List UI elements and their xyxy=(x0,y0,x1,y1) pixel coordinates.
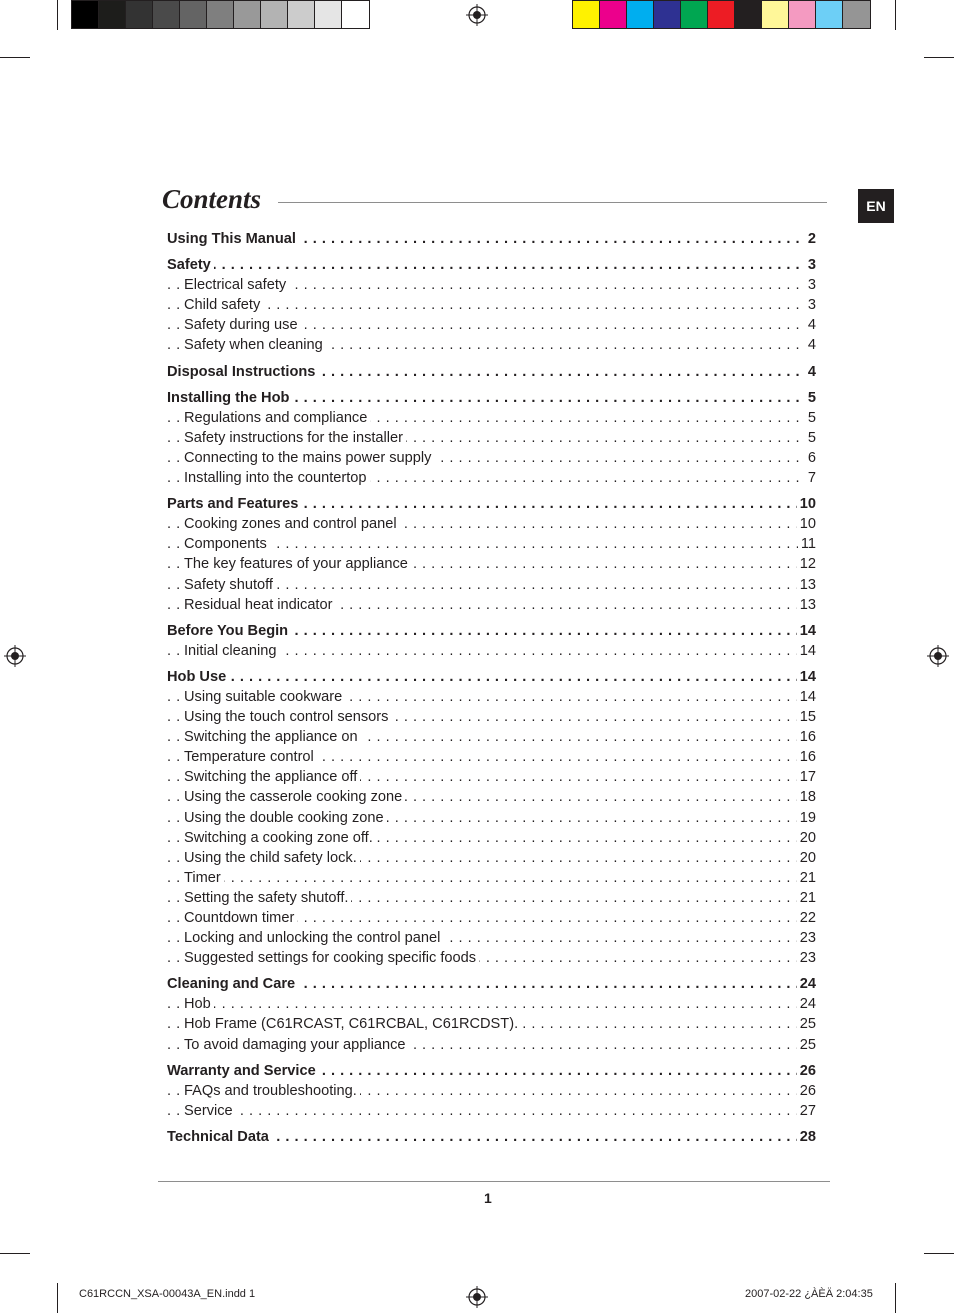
toc-entry-label: Hob xyxy=(184,996,214,1012)
toc-subentry[interactable] xyxy=(167,808,816,828)
toc-subentry[interactable] xyxy=(167,848,816,868)
toc-chapter-entry[interactable] xyxy=(167,388,816,408)
crop-mark xyxy=(57,0,58,30)
toc-page-number: 4 xyxy=(805,335,816,355)
toc-section xyxy=(167,1061,816,1121)
toc-section xyxy=(167,494,816,615)
toc-subentry[interactable] xyxy=(167,468,816,488)
toc-entry-label: Using the casserole cooking zone xyxy=(184,789,405,805)
toc-page-number: 5 xyxy=(805,408,816,428)
toc-entry-label: Safety when cleaning xyxy=(184,337,326,353)
slug-timestamp: 2007-02-22 ¿ÀÈÄ 2:04:35 xyxy=(745,1288,873,1300)
toc-page-number: 10 xyxy=(797,514,816,534)
toc-entry-label: Switching a cooking zone off. xyxy=(184,830,376,846)
toc-entry-label: Service xyxy=(184,1103,236,1119)
toc-entry-label: Using the child safety lock. xyxy=(184,850,360,866)
color-swatch xyxy=(315,1,342,28)
toc-entry-label: Locking and unlocking the control panel xyxy=(184,930,443,946)
page-title: Contents xyxy=(162,184,262,214)
toc-entry-label: Residual heat indicator xyxy=(184,597,335,613)
toc-entry-label: The key features of your appliance xyxy=(184,556,411,572)
toc-section xyxy=(167,621,816,661)
toc-subentry[interactable] xyxy=(167,428,816,448)
toc-page-number: 25 xyxy=(797,1035,816,1055)
toc-page-number: 5 xyxy=(805,388,816,408)
toc-subentry[interactable] xyxy=(167,888,816,908)
toc-chapter-entry[interactable] xyxy=(167,255,816,275)
toc-page-number: 18 xyxy=(797,787,816,807)
toc-entry-label: Safety instructions for the installer xyxy=(184,430,406,446)
toc-subentry[interactable] xyxy=(167,448,816,468)
registration-mark-icon xyxy=(466,4,488,26)
toc-subentry[interactable] xyxy=(167,554,816,574)
toc-subentry[interactable] xyxy=(167,908,816,928)
toc-page-number: 24 xyxy=(797,994,816,1014)
toc-page-number: 12 xyxy=(797,554,816,574)
toc-page-number: 14 xyxy=(797,667,816,687)
toc-page-number: 13 xyxy=(797,575,816,595)
toc-section xyxy=(167,229,816,249)
title-divider xyxy=(278,202,827,203)
toc-subentry[interactable] xyxy=(167,335,816,355)
toc-page-number: 23 xyxy=(797,948,816,968)
toc-entry-label: Parts and Features xyxy=(167,496,301,512)
toc-page-number: 13 xyxy=(797,595,816,615)
color-swatch xyxy=(234,1,261,28)
toc-page-number: 4 xyxy=(805,362,816,382)
toc-page-number: 20 xyxy=(797,848,816,868)
toc-entry-label: Safety during use xyxy=(184,317,301,333)
toc-entry-label: Countdown timer xyxy=(184,910,297,926)
color-swatch xyxy=(762,1,789,28)
toc-entry-label: Cleaning and Care xyxy=(167,976,298,992)
toc-page-number: 21 xyxy=(797,888,816,908)
toc-page-number: 20 xyxy=(797,828,816,848)
toc-entry-label: Technical Data xyxy=(167,1129,272,1145)
toc-entry-label: To avoid damaging your appliance xyxy=(184,1037,409,1053)
toc-entry-label: Safety shutoff xyxy=(184,577,276,593)
toc-page-number: 25 xyxy=(797,1014,816,1034)
toc-entry-label: Regulations and compliance xyxy=(184,410,370,426)
color-swatch xyxy=(654,1,681,28)
toc-subentry[interactable] xyxy=(167,295,816,315)
toc-chapter-entry[interactable] xyxy=(167,1127,816,1147)
toc-subentry[interactable] xyxy=(167,687,816,707)
color-swatch xyxy=(126,1,153,28)
toc-page-number: 28 xyxy=(797,1127,816,1147)
toc-subentry[interactable] xyxy=(167,1101,816,1121)
toc-page-number: 3 xyxy=(805,255,816,275)
toc-chapter-entry[interactable] xyxy=(167,1061,816,1081)
color-swatch xyxy=(207,1,234,28)
toc-subentry[interactable] xyxy=(167,868,816,888)
toc-page-number: 15 xyxy=(797,707,816,727)
color-swatch xyxy=(261,1,288,28)
toc-section xyxy=(167,1127,816,1147)
crop-mark xyxy=(0,1253,30,1254)
toc-page-number: 3 xyxy=(805,295,816,315)
toc-chapter-entry[interactable] xyxy=(167,494,816,514)
crop-mark xyxy=(924,57,954,58)
toc-subentry[interactable] xyxy=(167,1014,816,1034)
toc-entry-label: Suggested settings for cooking specific foods xyxy=(184,950,479,966)
toc-subentry[interactable] xyxy=(167,575,816,595)
toc-entry-label: Electrical safety xyxy=(184,277,289,293)
toc-subentry[interactable] xyxy=(167,787,816,807)
toc-entry-label: Hob Frame (C61RCAST, C61RCBAL, C61RCDST). xyxy=(184,1016,521,1032)
toc-section xyxy=(167,667,816,968)
toc-subentry[interactable] xyxy=(167,994,816,1014)
color-swatch xyxy=(153,1,180,28)
crop-mark xyxy=(0,57,30,58)
toc-chapter-entry[interactable] xyxy=(167,667,816,687)
color-swatch xyxy=(789,1,816,28)
toc-entry-label: Switching the appliance on xyxy=(184,729,361,745)
color-swatch xyxy=(843,1,870,28)
toc-page-number: 16 xyxy=(797,727,816,747)
toc-page-number: 16 xyxy=(797,747,816,767)
toc-entry-label: Hob Use xyxy=(167,669,229,685)
toc-subentry[interactable] xyxy=(167,928,816,948)
toc-entry-label: Using the touch control sensors xyxy=(184,709,391,725)
toc-chapter-entry[interactable] xyxy=(167,974,816,994)
toc-page-number: 21 xyxy=(797,868,816,888)
toc-page-number: 23 xyxy=(797,928,816,948)
toc-page-number: 10 xyxy=(797,494,816,514)
toc-subentry[interactable] xyxy=(167,727,816,747)
toc-subentry[interactable] xyxy=(167,747,816,767)
toc-subentry[interactable] xyxy=(167,514,816,534)
toc-page-number: 22 xyxy=(797,908,816,928)
toc-subentry[interactable] xyxy=(167,315,816,335)
crop-mark xyxy=(895,1283,896,1313)
color-swatch xyxy=(735,1,762,28)
footer-divider xyxy=(158,1181,830,1182)
toc-entry-label: Installing the Hob xyxy=(167,390,292,406)
toc-section xyxy=(167,255,816,355)
toc-entry-label: Before You Begin xyxy=(167,623,291,639)
toc-entry-label: Using the double cooking zone xyxy=(184,810,387,826)
toc-subentry[interactable] xyxy=(167,1081,816,1101)
color-swatch xyxy=(627,1,654,28)
toc-page-number: 24 xyxy=(797,974,816,994)
toc-entry-label: Initial cleaning xyxy=(184,643,280,659)
toc-subentry[interactable] xyxy=(167,595,816,615)
toc-entry-label: Child safety xyxy=(184,297,263,313)
toc-page-number: 19 xyxy=(797,808,816,828)
language-badge: EN xyxy=(858,189,894,223)
toc-entry-label: Cooking zones and control panel xyxy=(184,516,400,532)
crop-mark xyxy=(895,0,896,30)
color-swatch xyxy=(708,1,735,28)
toc-entry-label: FAQs and troubleshooting. xyxy=(184,1083,360,1099)
toc-page-number: 7 xyxy=(805,468,816,488)
color-swatch xyxy=(72,1,99,28)
crop-mark xyxy=(924,1253,954,1254)
toc-subentry[interactable] xyxy=(167,948,816,968)
toc-entry-label: Safety xyxy=(167,257,214,273)
toc-page-number: 2 xyxy=(805,229,816,249)
toc-page-number: 14 xyxy=(797,621,816,641)
slug-file-name: C61RCCN_XSA-00043A_EN.indd 1 xyxy=(79,1288,256,1300)
toc-subentry[interactable] xyxy=(167,408,816,428)
registration-mark-icon xyxy=(466,1286,488,1308)
toc-page-number: 11 xyxy=(798,534,816,554)
grayscale-color-bar xyxy=(71,0,370,29)
registration-mark-icon xyxy=(927,645,949,667)
toc-page-number: 17 xyxy=(797,767,816,787)
toc-page-number: 14 xyxy=(797,687,816,707)
toc-entry-label: Using suitable cookware xyxy=(184,689,345,705)
toc-page-number: 3 xyxy=(805,275,816,295)
toc-subentry[interactable] xyxy=(167,828,816,848)
color-swatch xyxy=(600,1,627,28)
toc-entry-label: Switching the appliance off xyxy=(184,769,360,785)
toc-page-number: 26 xyxy=(797,1081,816,1101)
toc-subentry[interactable] xyxy=(167,707,816,727)
color-swatch xyxy=(288,1,315,28)
toc-page-number: 14 xyxy=(797,641,816,661)
toc-page-number: 26 xyxy=(797,1061,816,1081)
color-swatch xyxy=(573,1,600,28)
toc-section xyxy=(167,974,816,1054)
toc-entry-label: Timer xyxy=(184,870,224,886)
toc-entry-label: Warranty and Service xyxy=(167,1063,319,1079)
toc-entry-label: Installing into the countertop xyxy=(184,470,370,486)
registration-mark-icon xyxy=(4,645,26,667)
color-swatch xyxy=(342,1,369,28)
toc-section xyxy=(167,362,816,382)
toc-subentry[interactable] xyxy=(167,1035,816,1055)
toc-entry-label: Connecting to the mains power supply xyxy=(184,450,434,466)
toc-entry-label: Components xyxy=(184,536,270,552)
toc-entry-label: Setting the safety shutoff. xyxy=(184,890,351,906)
process-color-bar xyxy=(572,0,871,29)
toc-entry-label: Temperature control xyxy=(184,749,317,765)
color-swatch xyxy=(180,1,207,28)
toc-entry-label: Using This Manual xyxy=(167,231,299,247)
toc-subentry[interactable] xyxy=(167,275,816,295)
toc-chapter-entry[interactable] xyxy=(167,229,816,249)
toc-page-number: 6 xyxy=(805,448,816,468)
toc-page-number: 27 xyxy=(797,1101,816,1121)
toc-page-number: 4 xyxy=(805,315,816,335)
color-swatch xyxy=(681,1,708,28)
toc-chapter-entry[interactable] xyxy=(167,621,816,641)
table-of-contents xyxy=(167,229,816,1153)
crop-mark xyxy=(57,1283,58,1313)
toc-page-number: 5 xyxy=(805,428,816,448)
toc-subentry[interactable] xyxy=(167,534,816,554)
toc-subentry[interactable] xyxy=(167,767,816,787)
toc-section xyxy=(167,388,816,488)
color-swatch xyxy=(99,1,126,28)
toc-chapter-entry[interactable] xyxy=(167,362,816,382)
page-number: 1 xyxy=(484,1190,492,1206)
color-swatch xyxy=(816,1,843,28)
toc-subentry[interactable] xyxy=(167,641,816,661)
toc-entry-label: Disposal Instructions xyxy=(167,364,318,380)
